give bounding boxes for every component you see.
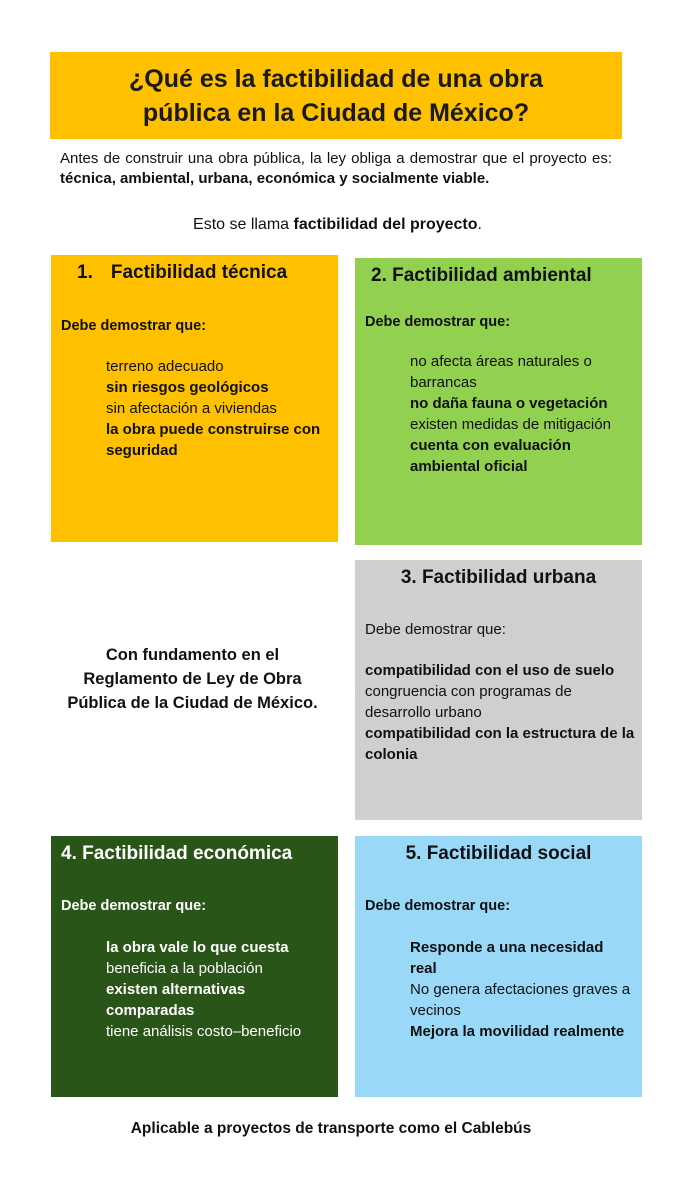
list-item: la obra vale lo que cuesta bbox=[106, 939, 289, 956]
card-lead: Debe demostrar que: bbox=[365, 898, 511, 914]
list-item: compatibilidad con la estructura de la colonia bbox=[365, 725, 635, 763]
footer-note: Aplicable a proyectos de transporte como el Cablebús bbox=[130, 1120, 532, 1137]
card-list bbox=[106, 937, 326, 1042]
card-title-text: Factibilidad técnica bbox=[110, 262, 288, 283]
card-lead: Debe demostrar que: bbox=[61, 898, 207, 914]
list-item: sin afectación a viviendas bbox=[106, 400, 277, 417]
intro-paragraph bbox=[60, 149, 612, 189]
card-lead: Debe demostrar que: bbox=[365, 621, 506, 638]
card-number: 1. bbox=[77, 262, 93, 283]
list-item: la obra puede construirse con seguridad bbox=[106, 421, 321, 459]
list-item: existen medidas de mitigación bbox=[410, 416, 611, 433]
list-item: existen alternativas comparadas bbox=[106, 981, 246, 1019]
list-item: terreno adecuado bbox=[106, 358, 224, 375]
intro-text: Antes de construir una obra pública, la ley obliga a demostrar que el proyecto es: bbox=[60, 150, 612, 167]
card-factibilidad-economica bbox=[51, 836, 338, 1097]
list-item: compatibilidad con el uso de suelo bbox=[365, 662, 615, 679]
intro2-text: Esto se llama bbox=[193, 216, 294, 233]
list-item: no afecta áreas naturales o barrancas bbox=[410, 353, 592, 391]
page-title: ¿Qué es la factibilidad de una obra pública en la Ciudad de México? bbox=[129, 64, 543, 127]
card-lead: Debe demostrar que: bbox=[61, 318, 207, 334]
list-item: cuenta con evaluación ambiental oficial bbox=[410, 437, 571, 475]
card-list bbox=[410, 351, 632, 477]
card-list bbox=[365, 660, 635, 765]
card-lead: Debe demostrar que: bbox=[365, 314, 511, 330]
card-list bbox=[410, 937, 632, 1042]
list-item: tiene análisis costo–beneficio bbox=[106, 1023, 302, 1040]
intro2-bold: factibilidad del proyecto bbox=[293, 216, 478, 233]
card-title bbox=[77, 260, 287, 286]
card-list bbox=[106, 356, 331, 461]
intro-definition bbox=[0, 214, 675, 236]
card-factibilidad-ambiental bbox=[355, 258, 642, 545]
intro-bold: técnica, ambiental, urbana, económica y socialmente viable. bbox=[60, 170, 490, 187]
legal-basis-note: Con fundamento en el Reglamento de Ley de Obra Pública de la Ciudad de México. bbox=[67, 646, 318, 712]
card-title: 4. Factibilidad económica bbox=[61, 843, 293, 864]
list-item: Mejora la movilidad realmente bbox=[410, 1023, 625, 1040]
list-item: Responde a una necesidad real bbox=[410, 939, 604, 977]
list-item: beneficia a la población bbox=[106, 960, 263, 977]
list-item: No genera afectaciones graves a vecinos bbox=[410, 981, 631, 1019]
card-factibilidad-urbana bbox=[355, 560, 642, 820]
card-title: 5. Factibilidad social bbox=[405, 843, 592, 864]
list-item: congruencia con programas de desarrollo urbano bbox=[365, 683, 572, 721]
list-item: sin riesgos geológicos bbox=[106, 379, 269, 396]
intro2-end: . bbox=[477, 216, 482, 233]
card-title: 2. Factibilidad ambiental bbox=[371, 265, 592, 286]
card-title: 3. Factibilidad urbana bbox=[400, 567, 597, 588]
title-banner bbox=[50, 52, 622, 139]
card-factibilidad-tecnica bbox=[51, 255, 338, 542]
card-factibilidad-social bbox=[355, 836, 642, 1097]
list-item: no daña fauna o vegetación bbox=[410, 395, 608, 412]
